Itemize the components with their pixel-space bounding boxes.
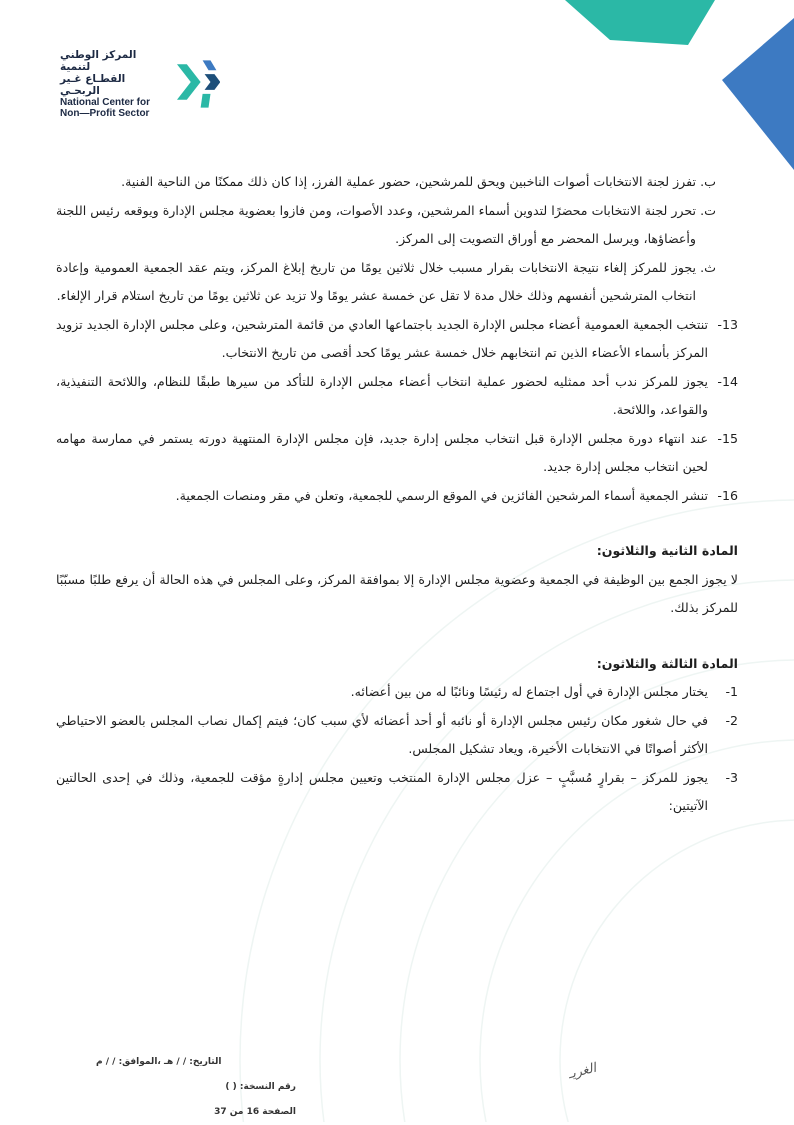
list-marker: ب. bbox=[700, 174, 716, 189]
signature: الغريـ bbox=[566, 1060, 598, 1083]
list-marker: ت. bbox=[700, 202, 716, 218]
list-item-15 bbox=[56, 425, 738, 482]
list-text: تنشر الجمعية أسماء المرشحين الفائزين في الموقع الرسمي للجمعية، وتعلن في مقر ومنصات الجمعية. bbox=[175, 487, 708, 503]
list-numbered-items bbox=[56, 311, 738, 511]
list-item-tha bbox=[56, 254, 738, 311]
list-marker: ث. bbox=[700, 259, 716, 275]
document-body bbox=[56, 168, 738, 821]
list-item-13 bbox=[56, 311, 738, 368]
corner-teal-shape bbox=[565, 0, 715, 45]
organization-logo bbox=[60, 48, 220, 119]
article-33-item-2 bbox=[56, 707, 738, 764]
article-33-item-1 bbox=[56, 678, 738, 707]
list-marker: 16- bbox=[717, 487, 738, 503]
list-text: عند انتهاء دورة مجلس الإدارة قبل انتخاب مجلس إدارة جديد، فإن مجلس الإدارة المنتهية دورته يستمر في ممارسة مهامه لحين انتخاب مجلس إدارة جديد. bbox=[56, 430, 708, 474]
list-text: يختار مجلس الإدارة في أول اجتماع له رئيسًا ونائبًا له من بين أعضائه. bbox=[350, 684, 708, 699]
list-text: في حال شغور مكان رئيس مجلس الإدارة أو نائبه أو أحد أعضائه لأي سبب كان؛ فيتم إكمال نصاب المجلس بالعضو الاحتياطي الأكثر أصواتًا في الانتخابات الأخيرة، ويعاد تشكيل المجلس. bbox=[56, 712, 708, 756]
article-33-list bbox=[56, 678, 738, 821]
footer-date-line: التاريخ: / / هـ ،الموافق: / / م bbox=[96, 1057, 222, 1067]
article-33-heading: المادة الثالثة والثلاثون: bbox=[596, 655, 738, 671]
list-text: تحرر لجنة الانتخابات محضرًا لتدوين أسماء المرشحين، وعدد الأصوات، ومن فازوا بعضوية مجلس الإدارة ويوقعه رئيس اللجنة وأعضاؤها، ويرسل المحضر مع أوراق التصويت إلى المركز. bbox=[56, 202, 696, 246]
logo-arabic-line-2: القطـاع غـير الربحـي bbox=[60, 72, 126, 97]
list-text: يجوز للمركز – بقرارٍ مُسبَّبٍ – عزل مجلس الإدارة المنتخب وتعيين مجلس إدارةٍ مؤقت للجمعية، وذلك في إحدى الحالتين الآتيتين: bbox=[56, 769, 708, 813]
list-marker: 1- bbox=[725, 684, 738, 699]
footer-page-number: الصفحة 16 من 37 bbox=[214, 1107, 296, 1117]
list-marker: 13- bbox=[717, 316, 738, 332]
list-item-14 bbox=[56, 368, 738, 425]
list-text: يجوز للمركز إلغاء نتيجة الانتخابات بقرار مسبب خلال ثلاثين يومًا من تاريخ إبلاغ المركز، ويتم عقد الجمعية العمومية وإعادة انتخاب المترشحين أنفسهم وذلك خلال مدة لا تقل عن خمسة عشر يومًا ولا تزيد عن ثلاثين يومًا من تاريخ استلام قرار الإلغاء. bbox=[56, 259, 696, 303]
article-32-heading: المادة الثانية والثلاثون: bbox=[596, 543, 738, 558]
logo-arabic-line-1: المركز الوطني لتنمية bbox=[60, 48, 137, 73]
footer-copy-number: رقم النسخة: ( ) bbox=[225, 1082, 296, 1092]
list-sub-items bbox=[56, 168, 738, 311]
logo-text bbox=[60, 49, 169, 120]
list-marker: 14- bbox=[717, 373, 738, 389]
list-marker: 15- bbox=[717, 430, 738, 446]
list-marker: 3- bbox=[725, 769, 738, 785]
logo-mark-icon bbox=[175, 56, 220, 112]
corner-blue-shape bbox=[722, 18, 794, 170]
page-footer bbox=[96, 1050, 296, 1125]
list-marker: 2- bbox=[725, 712, 738, 728]
article-33-item-3 bbox=[56, 764, 738, 821]
article-32-text: لا يجوز الجمع بين الوظيفة في الجمعية وعضوية مجلس الإدارة إلا بموافقة المركز، وعلى المجلس في هذه الحالة أن يرفع طلبًا مسبّبًا للمركز بذلك. bbox=[56, 571, 738, 615]
list-text: تنتخب الجمعية العمومية أعضاء مجلس الإدارة الجديد باجتماعها العادي من قائمة المترشحين، وعلى مجلس الإدارة الجديد تزويد المركز بأسماء الأعضاء الذين تم انتخابهم خلال خمسة عشر يومًا كحد أقصى من تاريخ الانتخاب. bbox=[56, 316, 708, 360]
logo-english-line-1: National Center for bbox=[60, 96, 151, 108]
logo-english-line-2: Non—Profit Sector bbox=[60, 108, 150, 119]
list-item-ta bbox=[56, 197, 738, 254]
list-text: تفرز لجنة الانتخابات أصوات الناخبين ويحق للمرشحين، حضور عملية الفرز، إذا كان ذلك ممكنًا من الناحية الفنية. bbox=[121, 174, 696, 189]
list-text: يجوز للمركز ندب أحد ممثليه لحضور عملية انتخاب أعضاء مجلس الإدارة للتأكد من سيرها طبقًا للنظام، واللائحة التنفيذية، والقواعد، واللائحة. bbox=[56, 373, 708, 417]
list-item-ba bbox=[56, 168, 738, 197]
list-item-16 bbox=[56, 482, 738, 511]
